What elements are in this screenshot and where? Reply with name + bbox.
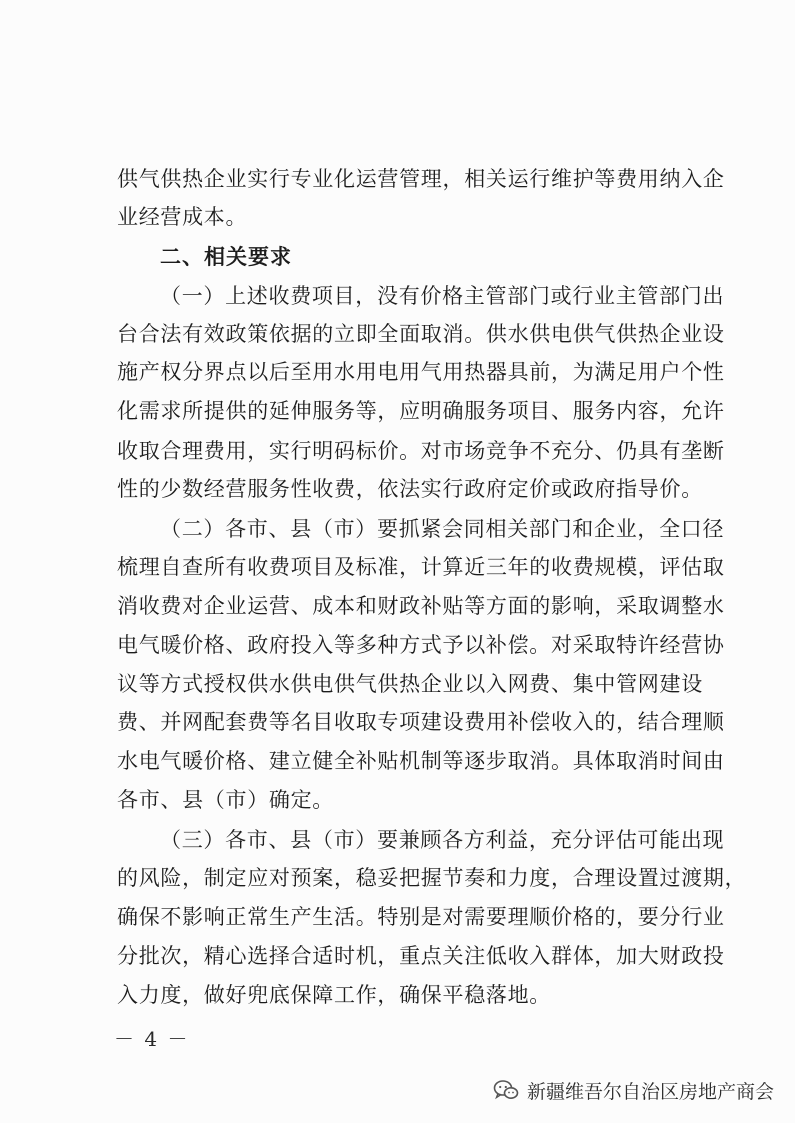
body-text-line: （三）各市、县（市）要兼顾各方利益，充分评估可能出现	[160, 828, 725, 852]
watermark-text: 新疆维吾尔自治区房地产商会	[527, 1080, 775, 1103]
body-text-line: 水电气暖价格、建立健全补贴机制等逐步取消。具体取消时间由	[117, 749, 725, 773]
body-text-line: 消收费对企业运营、成本和财政补贴等方面的影响，采取调整水	[117, 594, 725, 618]
body-text-line: 费、并网配套费等名目收取专项建设费用补偿收入的，结合理顺	[117, 710, 725, 734]
body-text-line: 的风险，制定应对预案，稳妥把握节奏和力度，合理设置过渡期，	[117, 866, 747, 890]
body-text-line: （二）各市、县（市）要抓紧会同相关部门和企业，全口径	[160, 517, 725, 541]
wechat-icon	[493, 1079, 519, 1101]
body-text-line: 供气供热企业实行专业化运营管理，相关运行维护等费用纳入企	[117, 167, 725, 191]
watermark	[493, 1072, 774, 1108]
body-text-line: 性的少数经营服务性收费，依法实行政府定价或政府指导价。	[117, 477, 703, 501]
body-text-line: 收取合理费用，实行明码标价。对市场竞争不充分、仍具有垄断	[117, 439, 725, 463]
body-text-line: 化需求所提供的延伸服务等，应明确服务项目、服务内容，允许	[117, 399, 725, 423]
page-number: － 4 －	[114, 1027, 190, 1051]
body-text-line: 确保不影响正常生产生活。特别是对需要理顺价格的，要分行业	[117, 905, 725, 929]
body-text-line: 各市、县（市）确定。	[117, 788, 334, 812]
body-text-line: 入力度，做好兜底保障工作，确保平稳落地。	[117, 983, 551, 1007]
body-text-line: （一）上述收费项目，没有价格主管部门或行业主管部门出	[160, 284, 725, 308]
body-text-line: 分批次，精心选择合适时机，重点关注低收入群体，加大财政投	[117, 944, 725, 968]
section-heading: 二、相关要求	[160, 245, 292, 269]
body-text-line: 施产权分界点以后至用水用电用气用热器具前，为满足用户个性	[117, 360, 725, 384]
body-text-line: 电气暖价格、政府投入等多种方式予以补偿。对采取特许经营协	[117, 633, 725, 657]
body-text-line: 梳理自查所有收费项目及标准，计算近三年的收费规模，评估取	[117, 555, 725, 579]
body-text-line: 议等方式授权供水供电供气供热企业以入网费、集中管网建设	[117, 672, 703, 696]
body-text-line: 业经营成本。	[117, 205, 248, 229]
body-text-line: 台合法有效政策依据的立即全面取消。供水供电供气供热企业设	[117, 322, 725, 346]
